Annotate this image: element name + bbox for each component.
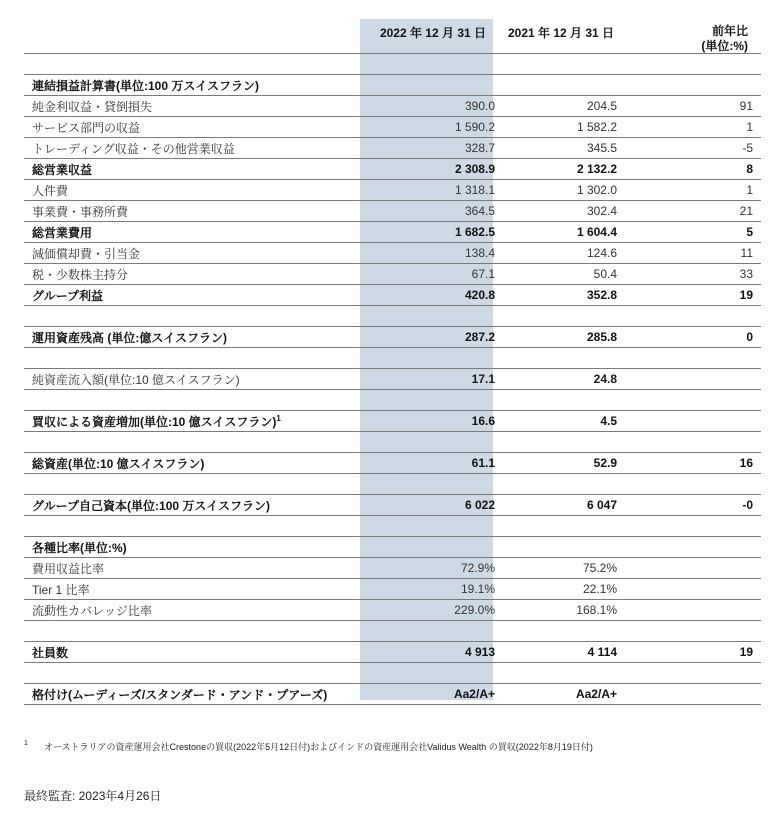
value-2021-cell xyxy=(502,558,659,579)
value-2021-cell xyxy=(502,621,659,642)
yoy-header-title: 前年比 xyxy=(711,24,748,38)
row-label xyxy=(24,285,368,306)
row-label-text: 総営業収益 xyxy=(32,162,93,177)
row-label-text: 各種比率(単位:%) xyxy=(32,540,127,555)
spacer-row xyxy=(24,474,761,495)
value-yoy: 5 xyxy=(659,222,761,243)
column-header-2021: 2021 年 12 月 31 日 xyxy=(508,26,615,40)
value-2021-cell xyxy=(502,138,659,159)
spacer-row xyxy=(24,390,761,411)
row-label-text: 人件費 xyxy=(32,183,69,198)
spacer-row xyxy=(24,348,761,369)
value-2022: 138.4 xyxy=(368,243,502,264)
value-yoy: -5 xyxy=(659,138,761,159)
value-2021-cell xyxy=(502,495,659,516)
row-label xyxy=(24,180,368,201)
value-2021-cell xyxy=(502,201,659,222)
value-2022: 6 022 xyxy=(368,495,502,516)
value-yoy: 1 xyxy=(659,180,761,201)
spacer-row xyxy=(24,432,761,453)
value-yoy xyxy=(659,54,761,75)
value-yoy xyxy=(659,474,761,495)
table-row xyxy=(24,642,761,663)
value-yoy: 16 xyxy=(659,453,761,474)
value-2022: 67.1 xyxy=(368,264,502,285)
row-label xyxy=(24,432,368,453)
table-row xyxy=(24,243,761,264)
value-yoy: 0 xyxy=(659,327,761,348)
value-2021-cell xyxy=(502,663,659,684)
value-2021: 204.5 xyxy=(586,99,617,113)
value-2022: 4 913 xyxy=(368,642,502,663)
row-label-text: 純資産流入額(単位:10 億スイスフラン) xyxy=(32,372,240,387)
value-2021-cell xyxy=(502,348,659,369)
value-2021: 302.4 xyxy=(586,204,617,218)
value-2021-cell xyxy=(502,642,659,663)
table-row xyxy=(24,558,761,579)
row-label-text: 費用収益比率 xyxy=(32,561,105,576)
row-label-text: 買収による資産増加(単位:10 億スイスフラン) xyxy=(32,414,277,429)
spacer-row xyxy=(24,516,761,537)
value-yoy xyxy=(659,348,761,369)
row-label xyxy=(24,516,368,537)
value-2021: 168.1% xyxy=(576,603,617,617)
value-yoy: -0 xyxy=(659,495,761,516)
row-label xyxy=(24,264,368,285)
row-label xyxy=(24,75,368,96)
value-yoy: 11 xyxy=(659,243,761,264)
table-row xyxy=(24,537,761,558)
value-2022: 1 318.1 xyxy=(368,180,502,201)
value-2022 xyxy=(368,348,502,369)
value-yoy: 8 xyxy=(659,159,761,180)
value-2021-cell xyxy=(502,117,659,138)
row-label xyxy=(24,537,368,558)
footnote-mark: 1 xyxy=(24,740,28,747)
row-label xyxy=(24,138,368,159)
row-label-text: 運用資産残高 (単位:億スイスフラン) xyxy=(32,330,227,345)
value-2022 xyxy=(368,621,502,642)
value-2021-cell xyxy=(502,390,659,411)
row-label-text: サービス部門の収益 xyxy=(32,120,141,135)
row-label-text: 総資産(単位:10 億スイスフラン) xyxy=(32,456,205,471)
value-2021-cell xyxy=(502,180,659,201)
row-label-text: 税・少数株主持分 xyxy=(32,267,129,282)
row-label-text: トレーディング収益・その他営業収益 xyxy=(32,141,235,156)
value-2022 xyxy=(368,516,502,537)
row-label xyxy=(24,558,368,579)
value-yoy xyxy=(659,663,761,684)
footnote-reference: 1 xyxy=(276,413,281,423)
last-audit-date: 最終監査: 2023年4月26日 xyxy=(24,789,162,803)
value-2021: 6 047 xyxy=(586,498,617,512)
row-label xyxy=(24,600,368,621)
value-2021-cell xyxy=(502,306,659,327)
table-row xyxy=(24,579,761,600)
value-yoy xyxy=(659,75,761,96)
value-2022 xyxy=(368,75,502,96)
spacer-row xyxy=(24,621,761,642)
value-2022: 229.0% xyxy=(368,600,502,621)
yoy-header-unit: (単位:%) xyxy=(701,39,748,53)
table-row xyxy=(24,201,761,222)
value-2022 xyxy=(368,54,502,75)
value-yoy: 1 xyxy=(659,117,761,138)
value-2021: 345.5 xyxy=(586,141,617,155)
value-yoy xyxy=(659,684,761,705)
row-label xyxy=(24,411,368,432)
value-2021-cell xyxy=(502,453,659,474)
table-row xyxy=(24,453,761,474)
value-2022: 420.8 xyxy=(368,285,502,306)
row-label xyxy=(24,663,368,684)
value-2022: 287.2 xyxy=(368,327,502,348)
row-label xyxy=(24,390,368,411)
footnote xyxy=(24,740,593,753)
spacer-row xyxy=(24,663,761,684)
value-2021: 352.8 xyxy=(586,288,617,302)
value-2022: 2 308.9 xyxy=(368,159,502,180)
value-2022 xyxy=(368,432,502,453)
column-header-2022: 2022 年 12 月 31 日 xyxy=(379,26,486,40)
row-label xyxy=(24,348,368,369)
value-2021: 285.8 xyxy=(586,330,617,344)
row-label-text: 事業費・事務所費 xyxy=(32,204,129,219)
row-label-text: 減価償却費・引当金 xyxy=(32,246,141,261)
value-2022: 61.1 xyxy=(368,453,502,474)
value-2022 xyxy=(368,663,502,684)
row-label-text: 総営業費用 xyxy=(32,225,93,240)
value-2021: 1 302.0 xyxy=(576,183,617,197)
value-yoy: 19 xyxy=(659,285,761,306)
row-label xyxy=(24,54,368,75)
value-2021-cell xyxy=(502,159,659,180)
row-label xyxy=(24,222,368,243)
table-row xyxy=(24,495,761,516)
value-2021: 24.8 xyxy=(593,372,617,386)
spacer-row xyxy=(24,306,761,327)
value-2021-cell xyxy=(502,264,659,285)
column-header-yoy xyxy=(640,24,748,54)
value-2021: 52.9 xyxy=(593,456,617,470)
row-label xyxy=(24,327,368,348)
value-2021-cell xyxy=(502,285,659,306)
value-2022: 72.9% xyxy=(368,558,502,579)
value-yoy: 91 xyxy=(659,96,761,117)
value-yoy xyxy=(659,369,761,390)
value-2021: 4 114 xyxy=(587,645,617,659)
table-row xyxy=(24,138,761,159)
table-row xyxy=(24,180,761,201)
value-yoy xyxy=(659,411,761,432)
row-label xyxy=(24,642,368,663)
value-2021: 50.4 xyxy=(593,267,617,281)
value-2022 xyxy=(368,306,502,327)
row-label-text: 流動性カバレッジ比率 xyxy=(32,603,152,618)
row-label-text: 純金利収益・貸倒損失 xyxy=(32,99,153,114)
value-yoy: 21 xyxy=(659,201,761,222)
value-yoy xyxy=(659,621,761,642)
value-yoy xyxy=(659,600,761,621)
spacer-row xyxy=(24,54,761,75)
value-2021-cell xyxy=(502,222,659,243)
value-yoy xyxy=(659,516,761,537)
value-2021: 124.6 xyxy=(586,246,617,260)
value-2021: 1 604.4 xyxy=(576,225,617,239)
value-2022: 17.1 xyxy=(368,369,502,390)
table-row xyxy=(24,411,761,432)
row-label-text: グループ利益 xyxy=(32,288,104,303)
value-yoy xyxy=(659,537,761,558)
table-row xyxy=(24,600,761,621)
value-yoy xyxy=(659,558,761,579)
value-2022 xyxy=(368,390,502,411)
row-label-text: 格付け(ムーディーズ/スタンダード・アンド・プアーズ) xyxy=(32,687,328,702)
row-label xyxy=(24,495,368,516)
row-label-text: 連結損益計算書(単位:100 万スイスフラン) xyxy=(32,78,259,93)
row-label xyxy=(24,579,368,600)
value-2022 xyxy=(368,474,502,495)
value-2021: 1 582.2 xyxy=(576,120,617,134)
value-yoy xyxy=(659,579,761,600)
value-2021-cell xyxy=(502,537,659,558)
row-label xyxy=(24,243,368,264)
value-2022: 364.5 xyxy=(368,201,502,222)
value-2021-cell xyxy=(502,474,659,495)
value-yoy xyxy=(659,390,761,411)
table-row xyxy=(24,159,761,180)
value-2021-cell xyxy=(502,600,659,621)
value-2022: 1 682.5 xyxy=(368,222,502,243)
value-2022 xyxy=(368,537,502,558)
row-label xyxy=(24,306,368,327)
value-2021-cell xyxy=(502,684,659,705)
value-yoy xyxy=(659,432,761,453)
row-label xyxy=(24,453,368,474)
table-row xyxy=(24,264,761,285)
value-2022: 1 590.2 xyxy=(368,117,502,138)
value-yoy: 33 xyxy=(659,264,761,285)
value-2021: 2 132.2 xyxy=(576,162,617,176)
financial-summary-table xyxy=(24,53,761,705)
table-row xyxy=(24,96,761,117)
table-row xyxy=(24,684,761,705)
value-2021: 75.2% xyxy=(582,561,617,575)
value-2021-cell xyxy=(502,432,659,453)
row-label xyxy=(24,159,368,180)
value-2022: 16.6 xyxy=(368,411,502,432)
table-row xyxy=(24,369,761,390)
table-row xyxy=(24,285,761,306)
value-2021-cell xyxy=(502,327,659,348)
row-label xyxy=(24,117,368,138)
row-label-text: グループ自己資本(単位:100 万スイスフラン) xyxy=(32,498,271,513)
row-label xyxy=(24,684,368,705)
value-2021-cell xyxy=(502,243,659,264)
value-2021: 4.5 xyxy=(600,414,617,428)
value-2021-cell xyxy=(502,54,659,75)
row-label xyxy=(24,201,368,222)
value-yoy xyxy=(659,306,761,327)
value-2021-cell xyxy=(502,411,659,432)
row-label xyxy=(24,621,368,642)
table-row xyxy=(24,117,761,138)
row-label xyxy=(24,474,368,495)
table-row xyxy=(24,75,761,96)
row-label-text: Tier 1 比率 xyxy=(32,582,90,597)
row-label xyxy=(24,96,368,117)
row-label xyxy=(24,369,368,390)
value-2022: 390.0 xyxy=(368,96,502,117)
value-2021-cell xyxy=(502,96,659,117)
table-row xyxy=(24,222,761,243)
value-2022: 19.1% xyxy=(368,579,502,600)
value-2022: 328.7 xyxy=(368,138,502,159)
value-2021-cell xyxy=(502,579,659,600)
footnote-text: オーストラリアの資産運用会社Crestoneの買収(2022年5月12日付)およびインドの資産運用会社Validus Wealth の買収(2022年8月19日付) xyxy=(44,742,593,752)
value-2021-cell xyxy=(502,516,659,537)
value-2021-cell xyxy=(502,369,659,390)
value-yoy: 19 xyxy=(659,642,761,663)
row-label-text: 社員数 xyxy=(32,645,69,660)
value-2021: 22.1% xyxy=(582,582,617,596)
value-2021: Aa2/A+ xyxy=(575,687,617,701)
value-2022: Aa2/A+ xyxy=(368,684,502,705)
value-2021-cell xyxy=(502,75,659,96)
table-row xyxy=(24,327,761,348)
